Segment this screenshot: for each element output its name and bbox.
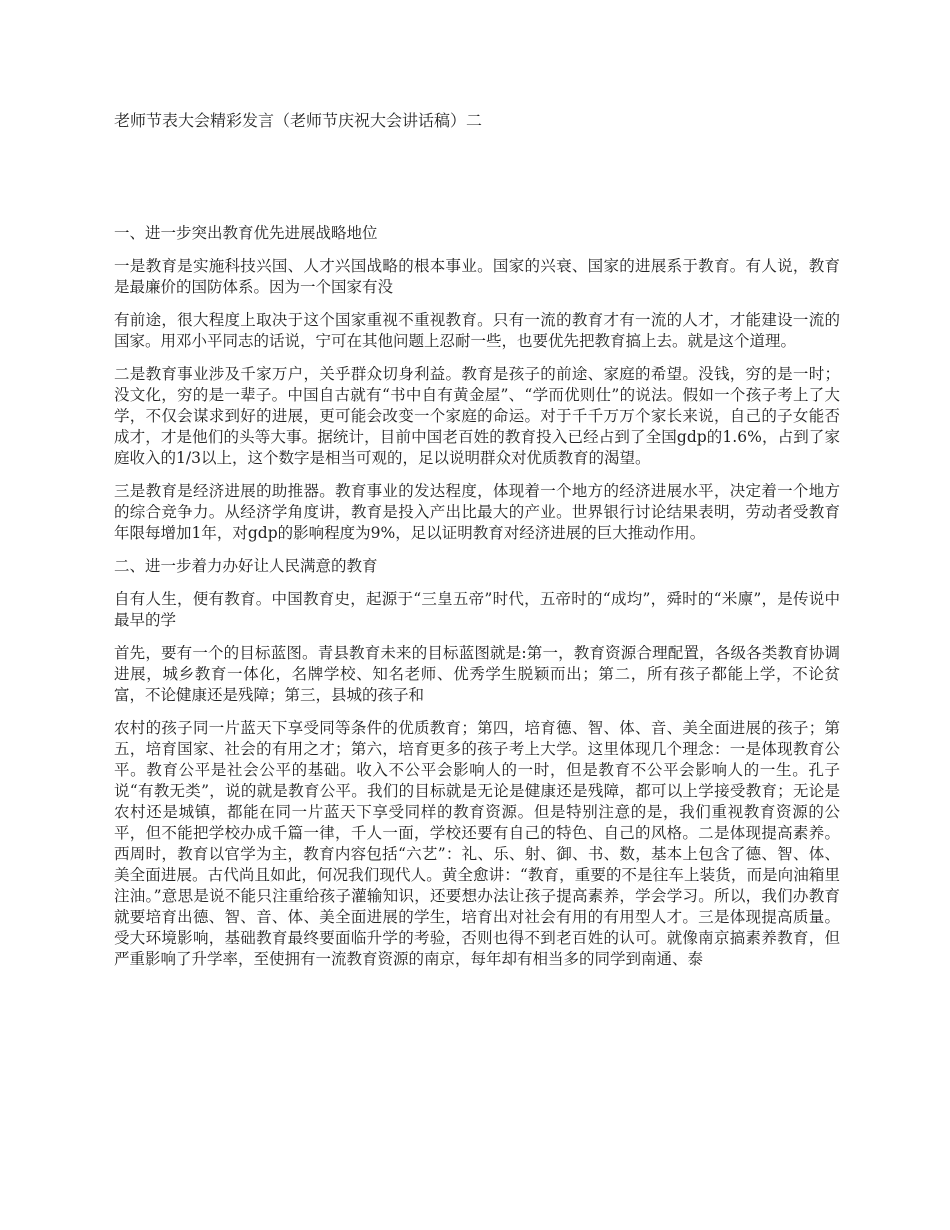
paragraph-6: 首先，要有一个的目标蓝图。青县教育未来的目标蓝图就是:第一，教育资源合理配置，各级各类教育协调进展，城乡教育一体化，名牌学校、知名老师、优秀学生脱颖而出；第二，所有孩子都能上学，不论贫富，不论健康还是残障；第三，县城的孩子和 [114, 644, 840, 704]
paragraph-4: 三是教育是经济进展的助推器。教育事业的发达程度，体现着一个地方的经济进展水平，决定着一个地方的综合竞争力。从经济学角度讲，教育是投入产出比最大的产业。世界银行讨论结果表明，劳动者受教育年限每增加1年，对gdp的影响程度为9%，足以证明教育对经济进展的巨大推动作用。 [114, 482, 840, 542]
paragraph-5: 自有人生，便有教育。中国教育史，起源于“三皇五帝”时代，五帝时的“成均”，舜时的“米廪”，是传说中最早的学 [114, 590, 840, 629]
section-heading-2: 二、进一步着力办好让人民满意的教育 [114, 557, 378, 575]
section-heading-1: 一、进一步突出教育优先进展战略地位 [114, 224, 378, 242]
document-title: 老师节表大会精彩发言（老师节庆祝大会讲话稿）二 [114, 111, 483, 130]
paragraph-1: 一是教育是实施科技兴国、人才兴国战略的根本事业。国家的兴衰、国家的进展系于教育。有人说，教育是最廉价的国防体系。因为一个国家有没 [114, 257, 840, 296]
paragraph-2: 有前途，很大程度上取决于这个国家重视不重视教育。只有一流的教育才有一流的人才，才能建设一流的国家。用邓小平同志的话说，宁可在其他问题上忍耐一些，也要优先把教育搞上去。就是这个道理。 [114, 311, 840, 350]
document-body [114, 110, 840, 982]
paragraph-7: 农村的孩子同一片蓝天下享受同等条件的优质教育；第四，培育德、智、体、音、美全面进展的孩子；第五，培育国家、社会的有用之才；第六，培育更多的孩子考上大学。这里体现几个理念：一是体现教育公平。教育公平是社会公平的基础。收入不公平会影响人的一时，但是教育不公平会影响人的一生。孔子说“有教无类”，说的就是教育公平。我们的目标就是无论是健康还是残障，都可以上学接受教育；无论是农村还是城镇，都能在同一片蓝天下享受同样的教育资源。但是特别注意的是，我们重视教育资源的公平，但不能把学校办成千篇一律，千人一面，学校还要有自己的特色、自己的风格。二是体现提高素养。西周时，教育以官学为主，教育内容包括“六艺”：礼、乐、射、御、书、数，基本上包含了德、智、体、美全面进展。古代尚且如此，何况我们现代人。黄全愈讲：“教育，重要的不是往车上装货，而是向油箱里注油。”意思是说不能只注重给孩子灌输知识，还要想办法让孩子提高素养，学会学习。所以，我们办教育就要培育出德、智、音、体、美全面进展的学生，培育出对社会有用的有用型人才。三是体现提高质量。受大环境影响，基础教育最终要面临升学的考验，否则也得不到老百姓的认可。就像南京搞素养教育，但严重影响了升学率，至使拥有一流教育资源的南京，每年却有相当多的同学到南通、泰 [114, 719, 840, 968]
paragraph-3: 二是教育事业涉及千家万户，关乎群众切身利益。教育是孩子的前途、家庭的希望。没钱，穷的是一时；没文化，穷的是一辈子。中国自古就有“书中自有黄金屋”、“学而优则仕”的说法。假如一个孩子考上了大学，不仅会谋求到好的进展，更可能会改变一个家庭的命运。对于千千万万个家长来说，自己的子女能否成才，才是他们的头等大事。据统计，目前中国老百姓的教育投入已经占到了全国gdp的1.6%，占到了家庭收入的1/3以上，这个数字是相当可观的，足以说明群众对优质教育的渴望。 [114, 365, 840, 467]
